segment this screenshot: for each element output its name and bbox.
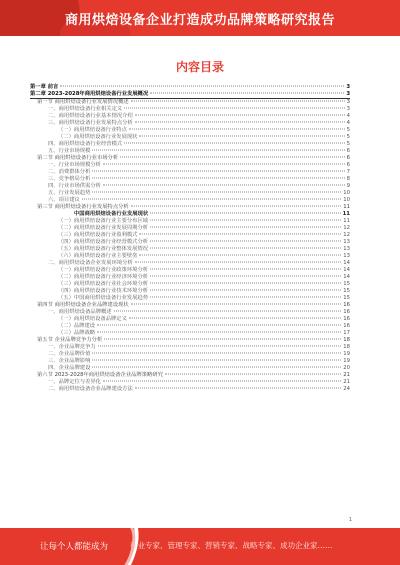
toc-leader-dots — [92, 150, 344, 151]
toc-entry-page: 13 — [343, 246, 350, 252]
toc-leader-dots — [92, 353, 341, 354]
toc-entry[interactable] — [30, 162, 350, 169]
toc-entry-label: （四）商用烘焙设备行业技术环境分析 — [58, 288, 149, 294]
toc-entry-page: 6 — [346, 155, 350, 161]
toc-leader-dots — [129, 129, 345, 130]
toc-entry-label: 一、商用烘焙设备行业相关定义 — [48, 106, 123, 112]
toc-entry[interactable] — [30, 260, 350, 267]
toc-leader-dots — [104, 339, 341, 340]
toc-entry-label: 三、企业品牌影响 — [48, 358, 91, 364]
toc-entry-page: 9 — [346, 183, 350, 189]
toc-entry-page: 4 — [346, 113, 350, 119]
page-number: 1 — [348, 517, 352, 523]
toc-entry-label: （三）商用烘焙设备行业社会环境分析 — [58, 281, 149, 287]
toc-entry-label: 第三节 商用烘焙设备行业发展特点分析 — [37, 204, 129, 210]
table-of-contents — [30, 84, 350, 393]
toc-entry[interactable] — [30, 309, 350, 316]
toc-entry-label: （二）商用烘焙设备行业经济环境分析 — [58, 274, 149, 280]
toc-entry-page: 11 — [343, 204, 350, 210]
toc-entry[interactable] — [30, 379, 350, 386]
toc-entry-label: （二）商用烘焙设备行业发展周期分析 — [58, 225, 149, 231]
toc-entry[interactable] — [30, 106, 350, 113]
toc-entry-page: 3 — [346, 84, 350, 90]
toc-entry-page: 11 — [343, 218, 350, 224]
toc-entry-page: 16 — [343, 302, 350, 308]
toc-entry-page: 18 — [343, 344, 350, 350]
toc-entry-page: 16 — [343, 316, 350, 322]
toc-entry-label: （一）商用烘焙设备行业主要分布区域 — [58, 218, 149, 224]
toc-entry-page: 20 — [343, 365, 350, 371]
toc-entry[interactable] — [30, 365, 350, 372]
toc-entry[interactable] — [30, 127, 350, 134]
toc-entry-label: （五）中国商用烘焙设备行业发展趋势 — [58, 295, 149, 301]
report-header — [0, 0, 400, 36]
footer-brand: 让每个人都能成为 — [40, 542, 109, 552]
toc-entry-page: 8 — [346, 176, 350, 182]
toc-entry-label: 二、商用烘焙设备行业基本情况介绍 — [48, 113, 133, 119]
toc-leader-dots — [97, 332, 341, 333]
toc-leader-dots — [150, 248, 341, 249]
toc-entry[interactable] — [30, 148, 350, 155]
toc-entry[interactable] — [30, 91, 350, 99]
toc-entry[interactable] — [30, 239, 350, 246]
toc-entry[interactable] — [30, 225, 350, 232]
toc-entry-label: 二、消费群体分析 — [48, 169, 91, 175]
toc-entry[interactable] — [30, 211, 350, 218]
toc-entry-label: （三）商用烘焙设备行业盈利模式 — [58, 232, 138, 238]
toc-entry-label: 四、行业市场供需分析 — [48, 183, 101, 189]
toc-title: 内容目录 — [175, 60, 224, 74]
toc-leader-dots — [82, 199, 341, 200]
toc-entry-page: 10 — [343, 197, 350, 203]
toc-entry-label: 一、企业品牌竞争力 — [48, 344, 96, 350]
toc-entry-page: 16 — [343, 309, 350, 315]
toc-entry[interactable] — [30, 197, 350, 204]
toc-entry-page: 14 — [343, 260, 350, 266]
toc-entry[interactable] — [30, 134, 350, 141]
toc-entry-label: （一）商用烘焙设备品牌定义 — [58, 316, 127, 322]
toc-entry[interactable] — [30, 344, 350, 351]
toc-entry[interactable] — [30, 316, 350, 323]
report-title: 商用烘焙设备企业打造成功品牌策略研究报告 — [64, 13, 335, 28]
toc-leader-dots — [114, 311, 342, 312]
toc-entry-page: 19 — [343, 351, 350, 357]
toc-leader-dots — [150, 276, 341, 277]
toc-entry-page: 3 — [346, 91, 350, 97]
toc-leader-dots — [139, 255, 341, 256]
toc-entry-page: 24 — [343, 386, 350, 392]
toc-leader-dots — [150, 297, 341, 298]
toc-entry-page: 11 — [342, 211, 350, 217]
toc-entry-label: （二）商用烘焙设备行业发展现状 — [58, 134, 138, 140]
toc-entry-page: 18 — [343, 337, 350, 343]
toc-leader-dots — [103, 185, 345, 186]
toc-entry-label: （一）商用烘焙设备行业特点 — [58, 127, 127, 133]
toc-entry-label: 三、竞争格局分析 — [48, 176, 91, 182]
toc-leader-dots — [124, 108, 344, 109]
toc-entry[interactable] — [30, 323, 350, 330]
toc-entry-label: 四、商用烘焙设备行业经营模式 — [48, 141, 123, 147]
toc-entry-label: （五）商用烘焙设备行业整体发展情况 — [58, 246, 149, 252]
toc-entry-page: 5 — [346, 134, 350, 140]
toc-entry-page: 13 — [343, 253, 350, 259]
toc-entry-page: 12 — [343, 232, 350, 238]
toc-entry[interactable] — [30, 232, 350, 239]
toc-leader-dots — [124, 143, 344, 144]
toc-leader-dots — [92, 367, 341, 368]
toc-entry[interactable] — [30, 337, 350, 344]
toc-entry-page: 6 — [346, 148, 350, 154]
toc-leader-dots — [131, 101, 345, 102]
toc-entry-label: 五、行业市场规模 — [48, 148, 91, 154]
toc-entry-page: 3 — [346, 99, 350, 105]
toc-entry-label: 五、行业发展趋势 — [48, 190, 91, 196]
toc-entry-label: 二、商用烘焙设备企业品牌建设方法 — [48, 386, 133, 392]
toc-entry-page: 17 — [343, 330, 350, 336]
toc-leader-dots — [150, 283, 341, 284]
toc-leader-dots — [120, 157, 344, 158]
toc-entry-page: 5 — [346, 127, 350, 133]
toc-entry-page: 13 — [343, 239, 350, 245]
toc-leader-dots — [150, 93, 344, 94]
toc-entry-label: （一）商用烘焙设备行业政策环境分析 — [58, 267, 149, 273]
toc-leader-dots — [150, 269, 341, 270]
toc-entry-page: 14 — [343, 267, 350, 273]
toc-entry-page: 6 — [346, 162, 350, 168]
toc-entry-page: 19 — [343, 358, 350, 364]
toc-leader-dots — [135, 262, 341, 263]
toc-leader-dots — [139, 234, 341, 235]
toc-leader-dots — [98, 346, 342, 347]
toc-entry-label: （二）品牌建设 — [58, 323, 96, 329]
toc-entry-page: 15 — [343, 295, 350, 301]
toc-entry[interactable] — [30, 155, 350, 162]
toc-entry-page: 15 — [343, 288, 350, 294]
toc-entry[interactable] — [30, 274, 350, 281]
toc-entry-page: 10 — [343, 190, 350, 196]
toc-entry[interactable] — [30, 351, 350, 358]
toc-leader-dots — [150, 241, 341, 242]
toc-leader-dots — [135, 122, 345, 123]
toc-leader-dots — [92, 360, 341, 361]
toc-entry-label: 第二节 商用烘焙设备行业市场分析 — [37, 155, 119, 161]
toc-entry[interactable] — [30, 120, 350, 127]
toc-entry-page: 4 — [346, 120, 350, 126]
toc-entry[interactable] — [30, 330, 350, 337]
toc-entry-page: 5 — [346, 141, 350, 147]
toc-entry-label: 第二章 2023-2028年商用烘焙设备行业发展概况 — [30, 91, 149, 97]
toc-entry-label: 一、品牌定位与差异化 — [48, 379, 101, 385]
toc-entry-label: （六）商用烘焙设备行业主要壁垒 — [58, 253, 138, 259]
toc-entry[interactable] — [30, 141, 350, 148]
toc-leader-dots — [150, 290, 341, 291]
toc-entry-label: 中国商用烘焙设备行业发展现状 — [74, 211, 149, 217]
toc-leader-dots — [92, 178, 344, 179]
toc-entry-label: 四、企业品牌建设 — [48, 365, 91, 371]
toc-entry-page: 15 — [343, 281, 350, 287]
toc-entry[interactable] — [30, 218, 350, 225]
toc-leader-dots — [165, 374, 341, 375]
toc-entry[interactable] — [30, 281, 350, 288]
toc-entry-page: 7 — [346, 169, 350, 175]
toc-leader-dots — [135, 115, 345, 116]
toc-entry[interactable] — [30, 253, 350, 260]
toc-entry[interactable] — [30, 288, 350, 295]
toc-entry[interactable] — [30, 267, 350, 274]
toc-entry[interactable] — [30, 113, 350, 120]
toc-entry[interactable] — [30, 302, 350, 309]
toc-entry-label: 第五节 企业品牌竞争力分析 — [37, 337, 103, 343]
toc-entry-label: （三）品牌战略 — [58, 330, 96, 336]
toc-leader-dots — [60, 86, 344, 87]
toc-leader-dots — [150, 227, 341, 228]
toc-entry[interactable] — [30, 358, 350, 365]
toc-entry[interactable] — [30, 372, 350, 379]
toc-entry[interactable] — [30, 246, 350, 253]
toc-leader-dots — [139, 136, 344, 137]
toc-entry-label: 三、商用烘焙设备行业发展特点分析 — [48, 120, 133, 126]
toc-entry[interactable] — [30, 169, 350, 176]
toc-entry[interactable] — [30, 295, 350, 302]
toc-leader-dots — [103, 381, 341, 382]
toc-leader-dots — [131, 206, 342, 207]
toc-leader-dots — [150, 220, 341, 221]
toc-entry-page: 21 — [343, 372, 350, 378]
toc-entry-label: 一、商用烘焙设备品牌概述 — [48, 309, 112, 315]
toc-entry[interactable] — [30, 190, 350, 197]
toc-entry-label: 第四节 商用烘焙设备企业品牌建设现状 — [37, 302, 129, 308]
toc-entry-label: 第一节 商用烘焙设备行业发展情况概述 — [37, 99, 129, 105]
toc-entry-page: 12 — [343, 225, 350, 231]
toc-entry[interactable] — [30, 99, 350, 106]
report-footer — [0, 528, 400, 565]
toc-entry-label: 二、商用烘焙设备企业发展环境分析 — [48, 260, 133, 266]
toc-entry-label: （四）商用烘焙设备行业经营模式分析 — [58, 239, 149, 245]
toc-entry-label: 第六节 2023-2028年商用烘焙设备企业品牌策略研究 — [37, 372, 163, 378]
toc-leader-dots — [131, 304, 342, 305]
toc-entry[interactable] — [30, 183, 350, 190]
toc-entry[interactable] — [30, 386, 350, 393]
toc-entry-label: 六、项目建议 — [48, 197, 80, 203]
toc-entry[interactable] — [30, 84, 350, 91]
toc-entry-page: 16 — [343, 323, 350, 329]
toc-leader-dots — [129, 318, 341, 319]
footer-tagline: 行业专家、管理专家、营销专家、战略专家、成功企业家…… — [130, 541, 333, 550]
toc-entry[interactable] — [30, 176, 350, 183]
toc-leader-dots — [103, 164, 345, 165]
toc-entry-page: 3 — [346, 106, 350, 112]
toc-leader-dots — [92, 192, 341, 193]
toc-entry[interactable] — [30, 204, 350, 211]
toc-entry-page: 21 — [343, 379, 350, 385]
toc-leader-dots — [150, 213, 340, 214]
toc-leader-dots — [92, 171, 344, 172]
toc-entry-page: 14 — [343, 274, 350, 280]
toc-entry-label: 二、企业品牌价值 — [48, 351, 91, 357]
toc-leader-dots — [97, 325, 341, 326]
toc-leader-dots — [135, 388, 341, 389]
toc-entry-label: 一、行业市场规模分析 — [48, 162, 101, 168]
toc-entry-label: 第一章 前言 — [30, 84, 59, 90]
